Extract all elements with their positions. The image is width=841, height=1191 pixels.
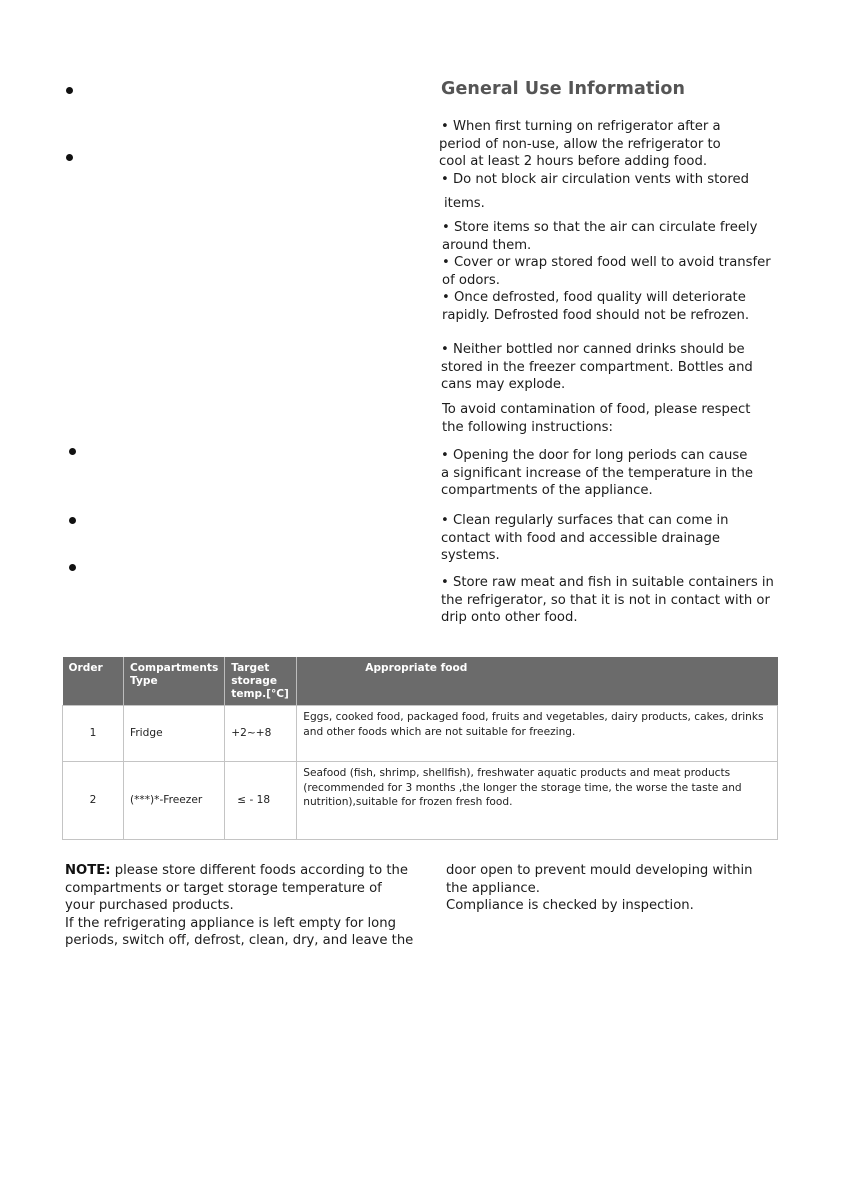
cell-order: 2 bbox=[63, 762, 124, 840]
paragraph-line: systems. bbox=[441, 548, 500, 563]
paragraph-line: • Clean regularly surfaces that can come in bbox=[441, 513, 729, 528]
table-row bbox=[63, 762, 778, 840]
paragraph bbox=[441, 118, 749, 188]
bullet-marker bbox=[66, 87, 73, 94]
paragraph bbox=[442, 219, 771, 324]
paragraph bbox=[441, 574, 774, 627]
paragraph-line: around them. bbox=[442, 237, 532, 253]
note-label: NOTE: bbox=[65, 863, 111, 878]
paragraph-line: a significant increase of the temperature in the bbox=[441, 465, 754, 481]
bullet-marker bbox=[69, 448, 76, 455]
paragraph bbox=[444, 195, 485, 213]
paragraph-line: period of non-use, allow the refrigerator to bbox=[439, 136, 721, 152]
note-left bbox=[65, 862, 413, 950]
bullet-marker bbox=[69, 517, 76, 524]
paragraph bbox=[442, 401, 750, 436]
note-line bbox=[65, 862, 413, 880]
paragraph-line: cans may explode. bbox=[441, 377, 566, 392]
paragraph-line: • When first turning on refrigerator after a bbox=[441, 119, 721, 134]
cell-type: Fridge bbox=[124, 706, 225, 762]
cell-temp: +2~+8 bbox=[225, 706, 297, 762]
note-line: If the refrigerating appliance is left empty for long bbox=[65, 915, 396, 931]
note-line: Compliance is checked by inspection. bbox=[446, 898, 694, 913]
paragraph-line: items. bbox=[444, 196, 485, 211]
paragraph-line: the following instructions: bbox=[442, 419, 613, 435]
paragraph bbox=[441, 341, 753, 394]
paragraph-line: • Opening the door for long periods can cause bbox=[441, 448, 748, 463]
note-text: please store different foods according to the bbox=[114, 863, 408, 878]
paragraph-line: • Do not block air circulation vents with stored bbox=[441, 171, 749, 187]
bullet-marker bbox=[66, 154, 73, 161]
header-target-temp: Target storage temp.[°C] bbox=[225, 657, 297, 706]
paragraph bbox=[441, 512, 729, 565]
paragraph-line: rapidly. Defrosted food should not be refrozen. bbox=[442, 307, 750, 323]
paragraph-line: • Once defrosted, food quality will deteriorate bbox=[442, 290, 746, 305]
header-appropriate-food: Appropriate food bbox=[297, 657, 778, 706]
bullet-marker bbox=[69, 564, 76, 571]
paragraph-line: To avoid contamination of food, please respect bbox=[442, 402, 751, 417]
note-right bbox=[446, 862, 753, 915]
section-title: General Use Information bbox=[441, 79, 686, 99]
paragraph-line: • Store items so that the air can circulate freely bbox=[442, 220, 758, 235]
paragraph-line: of odors. bbox=[442, 272, 500, 288]
note-line: the appliance. bbox=[446, 880, 540, 896]
header-order: Order bbox=[63, 657, 124, 706]
cell-temp: ≤ - 18 bbox=[225, 762, 297, 840]
paragraph-line: contact with food and accessible drainage bbox=[441, 530, 720, 546]
note-line: your purchased products. bbox=[65, 898, 234, 913]
cell-food: Seafood (fish, shrimp, shellfish), freshwater aquatic products and meat products (recommended for 3 months ,the longer the storage time, the worse the taste and nutrition),suitable for frozen fresh food. bbox=[297, 762, 778, 840]
paragraph-line: the refrigerator, so that it is not in contact with or bbox=[441, 592, 770, 608]
cell-order: 1 bbox=[63, 706, 124, 762]
note-line: compartments or target storage temperature of bbox=[65, 880, 382, 896]
food-storage-table bbox=[62, 657, 778, 840]
cell-food: Eggs, cooked food, packaged food, fruits and vegetables, dairy products, cakes, drinks and other foods which are not suitable for freezing. bbox=[297, 706, 778, 762]
paragraph-line: stored in the freezer compartment. Bottles and bbox=[441, 359, 753, 375]
note-line: door open to prevent mould developing within bbox=[446, 863, 753, 878]
paragraph-line: • Cover or wrap stored food well to avoid transfer bbox=[442, 255, 771, 270]
paragraph-line: • Store raw meat and fish in suitable containers in bbox=[441, 575, 774, 590]
paragraph bbox=[441, 447, 753, 500]
paragraph-line: cool at least 2 hours before adding food. bbox=[439, 154, 708, 169]
paragraph-line: • Neither bottled nor canned drinks should be bbox=[441, 342, 745, 357]
header-compartment-type: Compartments Type bbox=[124, 657, 225, 706]
table-row bbox=[63, 706, 778, 762]
note-line: periods, switch off, defrost, clean, dry, and leave the bbox=[65, 933, 414, 948]
paragraph-line: compartments of the appliance. bbox=[441, 483, 653, 498]
paragraph-line: drip onto other food. bbox=[441, 610, 578, 625]
cell-type: (***)*-Freezer bbox=[124, 762, 225, 840]
table-header-row bbox=[63, 657, 778, 706]
